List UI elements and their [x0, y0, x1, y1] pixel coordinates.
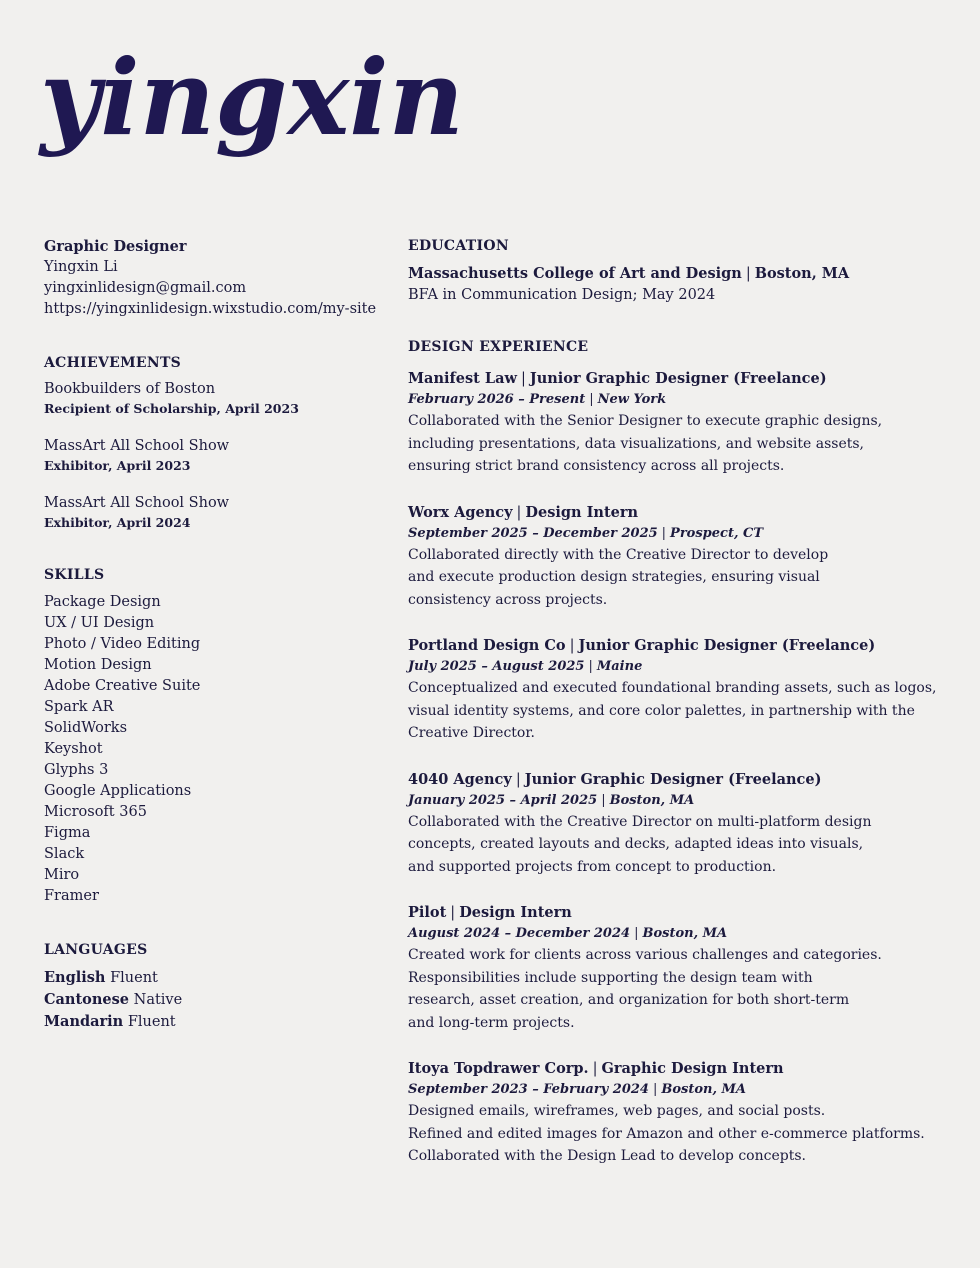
job-description-line: consistency across projects. — [408, 591, 608, 608]
job-entry — [408, 635, 948, 745]
achievements-section — [44, 353, 384, 532]
job-description-line: and supported projects from concept to production. — [408, 858, 777, 875]
skill-item: Miro — [44, 867, 80, 883]
website-link[interactable]: https://yingxinlidesign.wixstudio.com/my-site — [44, 301, 377, 317]
skill-item: Glyphs 3 — [44, 762, 109, 778]
separator: | — [652, 1082, 658, 1097]
achievement-item — [44, 379, 384, 418]
separator: | — [661, 525, 667, 541]
contact-block — [44, 236, 384, 320]
degree: BFA in Communication Design; May 2024 — [408, 287, 716, 303]
achievement-title: Bookbuilders of Boston — [44, 381, 216, 397]
logo-text: yingxin — [38, 42, 464, 159]
job-description-line: concepts, created layouts and decks, adapted ideas into visuals, — [408, 836, 864, 852]
skill-item: Microsoft 365 — [44, 804, 147, 820]
skill-item: Package Design — [44, 594, 161, 610]
job-header — [408, 502, 948, 524]
job-dates: January 2025 – April 2025 — [408, 792, 598, 808]
job-description-line: Collaborated directly with the Creative Director to develop — [408, 546, 829, 563]
job-dates: September 2023 – February 2024 — [408, 1082, 649, 1097]
languages-section — [44, 940, 384, 1033]
language-name: Cantonese — [44, 991, 130, 1008]
job-header — [408, 769, 948, 791]
experience-section — [408, 337, 948, 1168]
right-column — [408, 236, 948, 1168]
job-dates: July 2025 – August 2025 — [408, 659, 585, 674]
separator: | — [520, 371, 526, 387]
job-description-line: Creative Director. — [408, 725, 535, 741]
job-location: Boston, MA — [661, 1082, 746, 1097]
separator: | — [589, 392, 594, 407]
job-description-line: research, asset creation, and organization for both short-term — [408, 992, 850, 1008]
languages-heading: LANGUAGES — [44, 942, 148, 958]
experience-heading: DESIGN EXPERIENCE — [408, 339, 589, 355]
skills-section — [44, 565, 384, 907]
job-header — [408, 902, 948, 924]
job-entry — [408, 769, 948, 879]
skills-heading: SKILLS — [44, 567, 105, 583]
separator: | — [569, 638, 575, 654]
job-entry — [408, 1058, 948, 1168]
language-item — [44, 967, 384, 989]
language-level: Native — [133, 992, 183, 1008]
job-entry — [408, 368, 948, 478]
job-company: Itoya Topdrawer Corp. — [408, 1060, 589, 1077]
job-company: Portland Design Co — [408, 637, 566, 654]
skill-item: UX / UI Design — [44, 615, 155, 631]
separator: | — [516, 504, 522, 521]
job-description-line: visual identity systems, and core color palettes, in partnership with the — [408, 702, 915, 719]
achievement-title: MassArt All School Show — [44, 495, 230, 511]
job-company: Manifest Law — [408, 370, 517, 387]
language-item — [44, 989, 384, 1011]
job-entry — [408, 902, 948, 1034]
job-description-line: Responsibilities include supporting the design team with — [408, 969, 813, 986]
skill-item: Slack — [44, 846, 85, 862]
education-section — [408, 236, 948, 306]
languages-list — [44, 967, 384, 1033]
separator: | — [592, 1061, 598, 1077]
job-title: Graphic Designer — [44, 238, 187, 255]
job-location: New York — [597, 392, 667, 407]
job-description-line: Collaborated with the Design Lead to develop concepts. — [408, 1148, 806, 1164]
job-company: 4040 Agency — [408, 770, 512, 788]
job-role: Design Intern — [459, 904, 572, 921]
job-description-line: Conceptualized and executed foundational branding assets, such as logos, — [408, 680, 937, 696]
language-item — [44, 1011, 384, 1033]
separator: | — [634, 926, 639, 941]
achievement-detail: Recipient of Scholarship, April 2023 — [44, 401, 299, 416]
skill-item: Spark AR — [44, 699, 114, 715]
job-company: Pilot — [408, 904, 447, 921]
education-school-line — [408, 263, 948, 285]
job-role: Junior Graphic Designer (Freelance) — [578, 637, 876, 654]
language-name: Mandarin — [44, 1013, 124, 1030]
job-description-line: Designed emails, wireframes, web pages, and social posts. — [408, 1103, 826, 1119]
job-header — [408, 368, 948, 390]
job-company: Worx Agency — [408, 503, 513, 521]
separator: | — [515, 771, 521, 788]
job-meta — [408, 924, 948, 944]
job-role: Design Intern — [525, 503, 639, 521]
education-heading: EDUCATION — [408, 238, 509, 254]
job-dates: August 2024 – December 2024 — [408, 926, 631, 941]
job-description-line: Collaborated with the Senior Designer to execute graphic designs, — [408, 413, 883, 429]
left-column — [44, 236, 384, 1033]
job-meta — [408, 390, 948, 410]
logo — [38, 42, 468, 162]
skill-item: Keyshot — [44, 741, 103, 757]
language-name: English — [44, 969, 106, 986]
job-meta — [408, 657, 948, 677]
separator: | — [450, 905, 456, 921]
job-description-line: Collaborated with the Creative Director on multi-platform design — [408, 813, 872, 830]
job-dates: September 2025 – December 2025 — [408, 525, 658, 541]
skill-item: Figma — [44, 825, 91, 841]
job-header — [408, 635, 948, 657]
language-level: Fluent — [127, 1014, 176, 1030]
achievement-item — [44, 493, 384, 532]
skill-item: Framer — [44, 888, 99, 904]
achievements-heading: ACHIEVEMENTS — [44, 355, 182, 371]
job-entry — [408, 502, 948, 612]
full-name: Yingxin Li — [44, 259, 118, 275]
job-location: Boston, MA — [609, 792, 695, 808]
job-dates: February 2026 – Present — [408, 392, 586, 407]
school-name: Massachusetts College of Art and Design — [408, 265, 742, 282]
achievement-item — [44, 436, 384, 475]
job-role: Graphic Design Intern — [601, 1060, 784, 1077]
job-role: Junior Graphic Designer (Freelance) — [529, 370, 827, 387]
job-meta — [408, 524, 948, 544]
job-description-line: and long-term projects. — [408, 1014, 575, 1031]
job-location: Maine — [596, 659, 643, 674]
separator: | — [601, 792, 606, 808]
email-link[interactable]: yingxinlidesign@gmail.com — [44, 280, 247, 296]
job-description-line: and execute production design strategies, ensuring visual — [408, 569, 820, 585]
job-meta — [408, 1080, 948, 1100]
language-level: Fluent — [110, 970, 158, 986]
logo-wordmark — [38, 42, 468, 162]
achievement-detail: Exhibitor, April 2024 — [44, 515, 191, 530]
school-location: Boston, MA — [754, 265, 850, 282]
skills-list — [44, 592, 384, 907]
skill-item: Motion Design — [44, 657, 152, 673]
skill-item: Adobe Creative Suite — [44, 678, 201, 694]
job-header — [408, 1058, 948, 1080]
skill-item: SolidWorks — [44, 720, 128, 736]
job-role: Junior Graphic Designer (Freelance) — [524, 770, 822, 788]
job-location: Prospect, CT — [670, 525, 764, 541]
separator: | — [745, 266, 751, 282]
separator: | — [588, 659, 593, 674]
job-description-line: Created work for clients across various challenges and categories. — [408, 947, 882, 963]
job-description-line: Refined and edited images for Amazon and other e-commerce platforms. — [408, 1125, 925, 1142]
achievement-detail: Exhibitor, April 2023 — [44, 458, 191, 473]
job-location: Boston, MA — [642, 926, 728, 941]
job-meta — [408, 791, 948, 811]
skill-item: Photo / Video Editing — [44, 636, 201, 652]
achievement-title: MassArt All School Show — [44, 438, 230, 454]
skill-item: Google Applications — [44, 783, 192, 799]
job-description-line: including presentations, data visualizations, and website assets, — [408, 435, 864, 452]
job-description-line: ensuring strict brand consistency across all projects. — [408, 458, 785, 474]
